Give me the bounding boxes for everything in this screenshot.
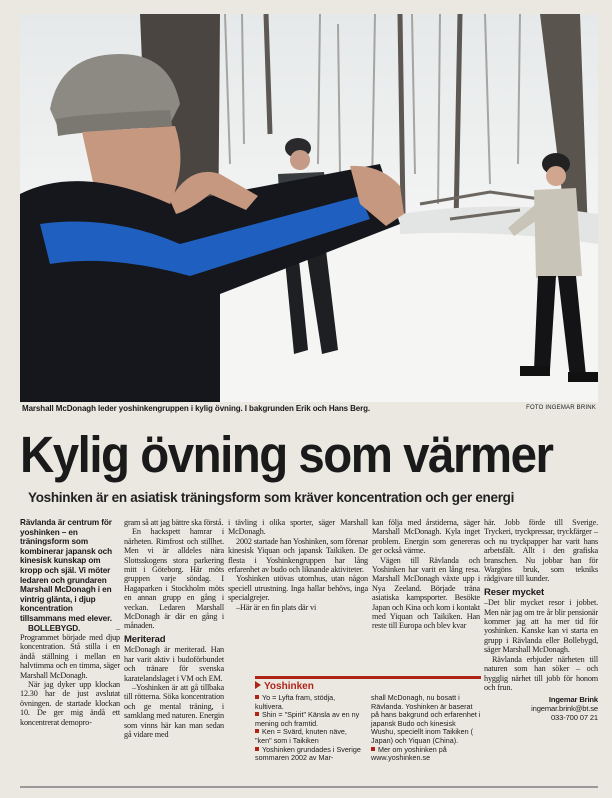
author-signoff: [484, 695, 598, 722]
fact-text: shall McDonagh, nu bosatt i Rävlanda. Yoshinken är baserat på hans bakgrund och erfarenhet i japansk Budo och kinesisk Wushu, speciellt inom Taikiken ( Japan) och Yiquan (China).: [371, 693, 481, 745]
triangle-bullet-icon: [255, 681, 261, 689]
fact-box-right: [371, 694, 481, 763]
square-bullet-icon: [255, 747, 259, 751]
page-bottom-rule: [20, 786, 598, 788]
author-name: Ingemar Brink: [548, 695, 598, 705]
fact-box-columns: [255, 694, 481, 763]
col2-paragraph-3: McDonagh är meriterad. Han har varit aktiv i budoförbundet och tränare för svenska karatelandslaget i VM och EM.: [124, 645, 224, 683]
column-2: [124, 518, 224, 739]
column-5: [484, 518, 598, 722]
photo-caption: Marshall McDonagh leder yoshinkengruppen i kylig övning. I bakgrunden Erik och Hans Berg.: [22, 404, 371, 413]
fact-item-text: Yoshinken grundades i Sverige sommaren 2002 av Mar-: [255, 744, 361, 763]
col5-paragraph-3: Rävlanda erbjuder närheten till naturen som han söker – och hygglig närhet till jobb för honom och frun.: [484, 654, 598, 692]
column-1: [20, 518, 120, 727]
photo-credit: FOTO INGEMAR BRINK: [526, 405, 596, 411]
col3-paragraph-3: Yoshinken utövas utomhus, utan någon speciell utrustning. Inga hallar behövs, inga specialgrejer.: [228, 574, 368, 603]
col3-paragraph-1: i tävling i olika sporter, säger Marshall McDonagh.: [228, 518, 368, 537]
article-photo: [20, 14, 598, 402]
photo-illustration: [20, 14, 598, 402]
caption-bar: [20, 402, 598, 418]
fact-item: [255, 728, 365, 745]
fact-item-text: Ken = Svärd, knuten näve, "ken" som i Taikiken: [255, 727, 347, 745]
fact-box: [255, 676, 481, 782]
col1-paragraph-2: När jag dyker upp klockan 12.30 har de just avslutat övningen. de startade klockan 10. De ger mig ändå ett koncentrerat demopro-: [20, 679, 120, 727]
fact-box-left: [255, 694, 365, 763]
fact-box-title: Yoshinken: [264, 681, 314, 692]
col1-text-1: –Programmet började med djup koncentration. Stå stilla i en ändå ställning i mellan en halvtimma och en timma, säger Marshall McDonagh.: [20, 623, 120, 680]
fact-item-text: Yo = Lyfta fram, stödja, kultivera.: [255, 693, 336, 711]
square-bullet-icon: [255, 712, 259, 716]
col2-paragraph-1: gram så att jag bättre ska förstå.: [124, 518, 224, 527]
col4-paragraph-1: kan följa med årstiderna, säger Marshall McDonagh. Kyla inget problem. Energin som genereras ger också värme.: [372, 518, 480, 556]
fact-box-heading: [255, 676, 481, 692]
square-bullet-icon: [255, 729, 259, 733]
author-email: ingemar.brink@bt.se: [531, 704, 598, 714]
section-heading-reser-mycket: Reser mycket: [484, 586, 544, 598]
col1-paragraph-1: [20, 624, 120, 680]
fact-item: [255, 746, 365, 763]
fact-link-item: [371, 746, 481, 763]
headline: Kylig övning som värmer: [20, 426, 553, 483]
col5-paragraph-1: här. Jobb förde till Sverige. Tryckeri, tryckpressar, tryckfärger – och nu tryckpapper har varit hans arbetsfält. Allt i den grafiska branschen. Nu jobbar han för Wargöns bruk, som tekniks rådgivare till kunder.: [484, 518, 598, 584]
col4-paragraph-2: Vägen till Rävlanda och Yoshinken har varit en lång resa. Marshall McDonagh växte upp i Nya Zeeland. Började träna asiatiska kampsporter. Besökte Japan och Kina och kom i kontakt med Yiquan och Taikiken. Han reste till Europa och blev kvar: [372, 555, 480, 631]
dateline: BOLLEBYGD.: [28, 623, 81, 633]
col2-paragraph-4: –Yoshinken är att gå tillbaka till rötterna. Söka koncentration och ge mental träning, i samklang med naturen. Energin som vinns här kan man sedan gå vidare med: [124, 682, 224, 739]
column-3: [228, 518, 368, 612]
author-phone: 033-700 07 21: [550, 713, 598, 723]
square-bullet-icon: [255, 695, 259, 699]
fact-item: [255, 711, 365, 728]
website-link[interactable]: Mer om yoshinken på www.yoshinken.se: [371, 744, 447, 763]
fact-item-text: Shin = "Spirit" Känsla av en ny mening och framtid.: [255, 710, 360, 728]
col3-paragraph-2: 2002 startade han Yoshinken, som förenar kinesisk Yiquan och japansk Taikiken. De flesta i Yoshinkengruppen har lång erfarenhet av budo och liknande aktiviteter.: [228, 536, 368, 575]
col2-paragraph-2: En hackspett hamrar i närheten. Rimfrost och stillhet. Men vi är alldeles nära Slottsskogens stora parkering mitt i Göteborg. Här möts gruppen varje söndag. I Hagaparken i Stockholm möts en annan grupp en gång i veckan. Ledaren Marshall McDonagh är där en gång i månaden.: [124, 527, 224, 631]
column-4: [372, 518, 480, 631]
subheadline: Yoshinken är en asiatisk träningsform som kräver koncentration och ger energi: [28, 490, 515, 505]
section-heading-meriterad: Meriterad: [124, 633, 166, 645]
col5-paragraph-2: –Det blir mycket resor i jobbet. Men när jag om tre år blir pensionär kommer jag att ha mer tid för yoshinken. Kanske kan vi starta en grupp i Rävlanda eller Bollebygd, säger Marshall McDonagh.: [484, 598, 598, 655]
lead-paragraph: Rävlanda är centrum för yoshinken – en träningsform som kombinerar japansk och kinesisk kunskap om kropp och själ. Vi möter ledaren och grundaren Marshall McDonagh i en vintrig glänta, i djup koncentration tillsammans med elever.: [20, 518, 112, 623]
col3-paragraph-4: –Här är en fin plats där vi: [236, 602, 317, 612]
fact-item: [255, 694, 365, 711]
square-bullet-icon: [371, 747, 375, 751]
